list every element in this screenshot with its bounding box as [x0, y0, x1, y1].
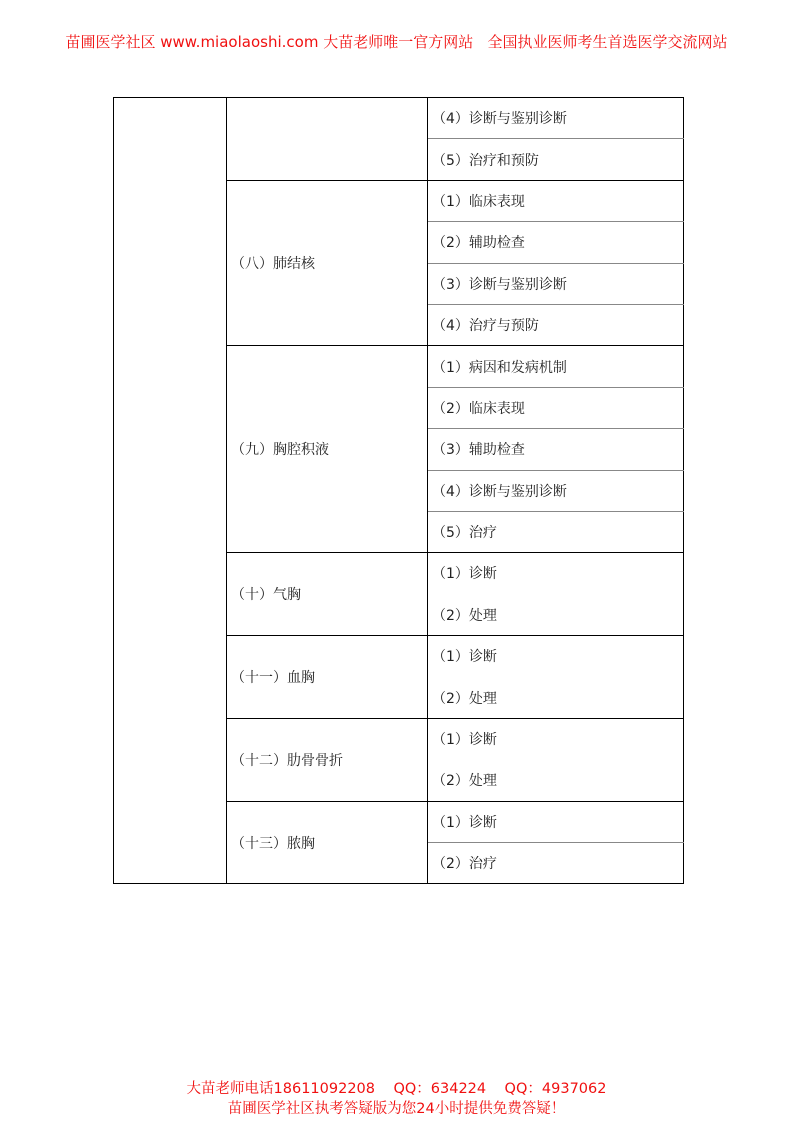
topic-cell: （十一）血胸: [227, 636, 428, 719]
subtopic-cell: （2）处理: [428, 594, 684, 635]
subtopic-cell: （4）诊断与鉴别诊断: [428, 470, 684, 511]
syllabus-table: [113, 97, 684, 884]
topic-cell: （八）肺结核: [227, 180, 428, 346]
subtopic-cell: （5）治疗和预防: [428, 139, 684, 180]
footer-contact: 大苗老师电话18611092208 QQ：634224 QQ：4937062: [186, 1081, 607, 1097]
chapter-cell: [114, 98, 227, 884]
subtopic-cell: （1）诊断: [428, 636, 684, 677]
topic-cell: （十）气胸: [227, 553, 428, 636]
topic-cell: （十二）肋骨骨折: [227, 718, 428, 801]
subtopic-cell: （1）诊断: [428, 553, 684, 594]
subtopic-cell: （1）临床表现: [428, 180, 684, 221]
page-header: 苗圃医学社区 www.miaolaoshi.com 大苗老师唯一官方网站 全国执业医师考生首选医学交流网站: [65, 33, 728, 51]
subtopic-cell: （2）临床表现: [428, 387, 684, 428]
subtopic-cell: （3）诊断与鉴别诊断: [428, 263, 684, 304]
subtopic-cell: （3）辅助检查: [428, 429, 684, 470]
topic-cell: （九）胸腔积液: [227, 346, 428, 553]
topic-cell: （十三）脓胸: [227, 801, 428, 884]
table-row: [114, 98, 684, 139]
subtopic-cell: （2）处理: [428, 760, 684, 801]
subtopic-cell: （1）诊断: [428, 718, 684, 759]
subtopic-cell: （5）治疗: [428, 511, 684, 552]
subtopic-cell: （1）病因和发病机制: [428, 346, 684, 387]
subtopic-cell: （1）诊断: [428, 801, 684, 842]
subtopic-cell: （2）辅助检查: [428, 222, 684, 263]
topic-cell: [227, 98, 428, 181]
subtopic-cell: （2）处理: [428, 677, 684, 718]
subtopic-cell: （4）诊断与鉴别诊断: [428, 98, 684, 139]
footer-notice: 苗圃医学社区执考答疑版为您24小时提供免费答疑！: [227, 1101, 566, 1117]
subtopic-cell: （4）治疗与预防: [428, 304, 684, 345]
subtopic-cell: （2）治疗: [428, 843, 684, 884]
